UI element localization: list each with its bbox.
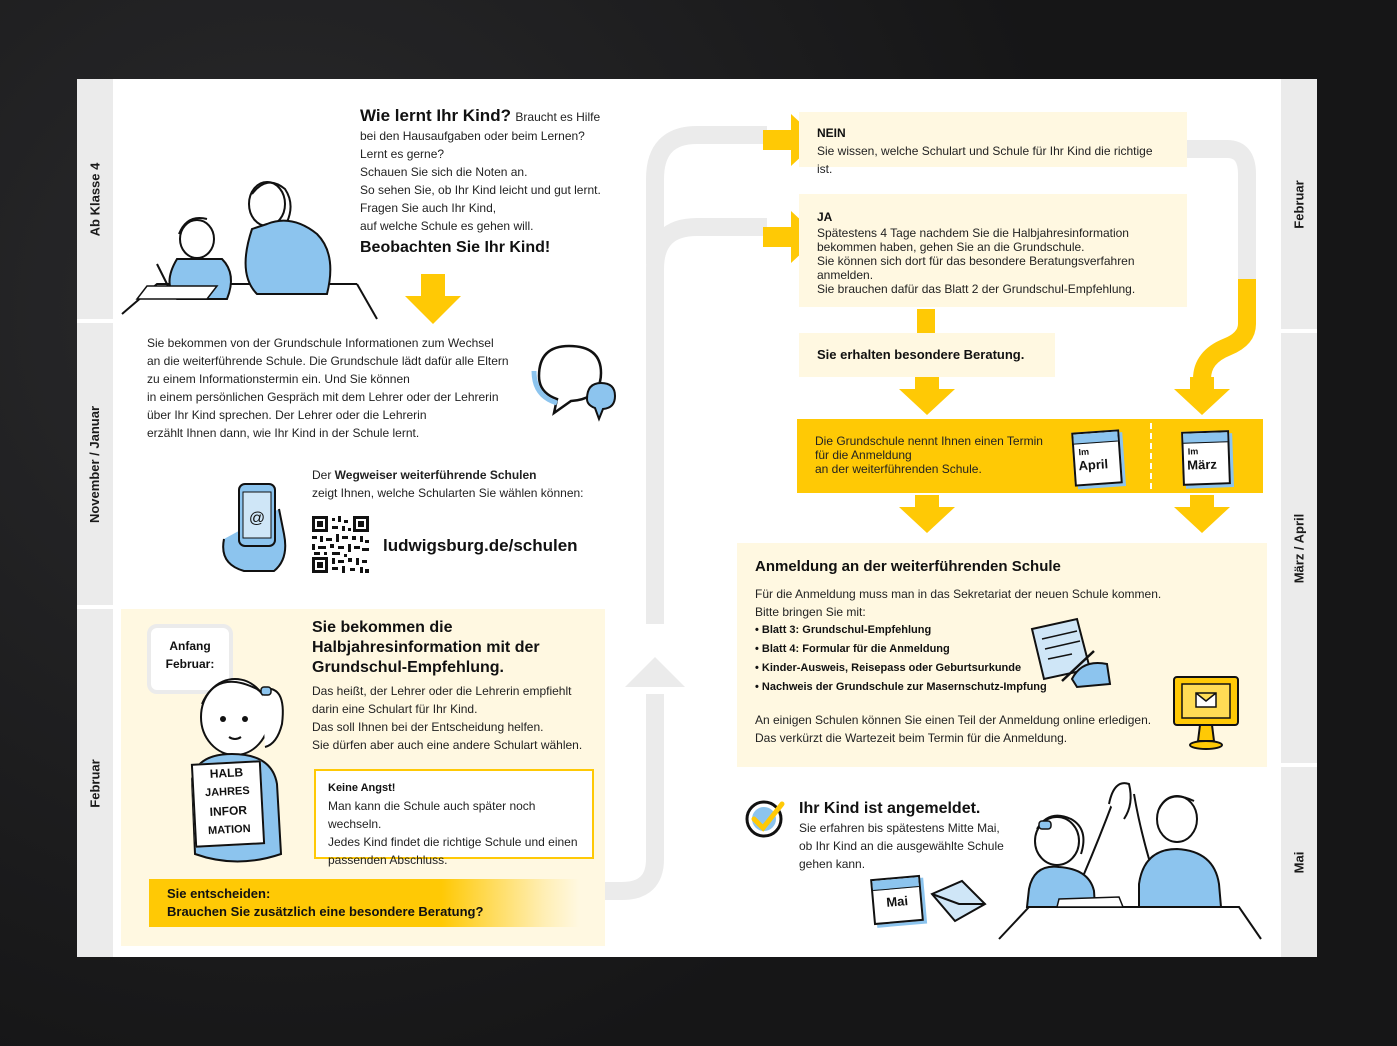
note-line-1: Jedes Kind findet die richtige Schule und einen xyxy=(328,835,578,849)
done-line-2: gehen kann. xyxy=(799,857,866,871)
anmeldung-title: Anmeldung an der weiterführenden Schule xyxy=(755,558,1061,575)
step1-line-0: Braucht es Hilfe xyxy=(515,110,601,124)
keine-angst-note xyxy=(314,769,594,867)
envelope-icon xyxy=(927,879,989,929)
badge-line2: Februar: xyxy=(165,657,215,671)
wegweiser-text xyxy=(312,466,632,502)
done-line-1: ob Ihr Kind an die ausgewählte Schule xyxy=(799,839,1004,853)
checkmark-badge-icon xyxy=(744,799,786,841)
step1-line-5: Fragen Sie auch Ihr Kind, xyxy=(360,201,497,215)
sign-line-3: MATION xyxy=(207,822,251,838)
decide-line1: Sie entscheiden: xyxy=(167,886,271,901)
step3-line-3: Sie dürfen aber auch eine andere Schulart wählen. xyxy=(312,738,583,752)
step1-line-1: bei den Hausaufgaben oder beim Lernen? xyxy=(360,129,585,143)
cal1-small: Im xyxy=(1078,446,1090,458)
step2-line-2: zu einem Informationstermin ein. Und Sie können xyxy=(147,372,410,386)
qr-code-icon[interactable] xyxy=(312,516,369,573)
anmeldung-bullet-0: • Blatt 3: Grundschul-Empfehlung xyxy=(755,624,932,636)
wegweiser-url-link[interactable]: ludwigsburg.de/schulen xyxy=(383,536,578,555)
wegweiser-prefix: Der xyxy=(312,468,335,482)
step1-headline: Beobachten Sie Ihr Kind! xyxy=(360,239,551,256)
decide-line2: Brauchen Sie zusätzlich eine besondere Beratung? xyxy=(167,904,484,919)
wegweiser-line2: zeigt Ihnen, welche Schularten Sie wählen können: xyxy=(312,486,584,500)
step3-title-0: Sie bekommen die xyxy=(312,619,453,636)
done-line-0: Sie erfahren bis spätestens Mitte Mai, xyxy=(799,821,1000,835)
high-five-illustration xyxy=(999,779,1264,944)
step3-text xyxy=(312,618,592,754)
step1-line-4: So sehen Sie, ob Ihr Kind leicht und gut lernt. xyxy=(360,183,601,197)
timeline-februar-right: Februar xyxy=(1281,79,1317,329)
step1-title: Wie lernt Ihr Kind? xyxy=(360,106,511,125)
step3-line-1: darin eine Schulart für Ihr Kind. xyxy=(312,702,478,716)
ja-line-4: Sie brauchen dafür das Blatt 2 der Grundschul-Empfehlung. xyxy=(817,282,1136,296)
termin-divider xyxy=(1150,423,1152,489)
nein-box xyxy=(799,112,1187,176)
brochure-page xyxy=(77,79,1317,957)
step2-line-3: in einem persönlichen Gespräch mit dem Lehrer oder der Lehrerin xyxy=(147,390,499,404)
ja-line-2: Sie können sich dort für das besondere Beratungsverfahren xyxy=(817,254,1135,268)
sign-line-0: HALB xyxy=(209,765,244,781)
cal1-big: April xyxy=(1077,456,1109,474)
step1-line-2: Lernt es gerne? xyxy=(360,147,445,161)
anmeldung-bullet-1: • Blatt 4: Formular für die Anmeldung xyxy=(755,643,950,655)
step1-text xyxy=(360,106,650,257)
termin-line-2: an der weiterführenden Schule. xyxy=(815,462,982,476)
ja-box xyxy=(799,194,1187,307)
arrow-down-beratung xyxy=(899,377,955,417)
note-line-2: passenden Abschluss. xyxy=(328,853,448,867)
timeline-mai: Mai xyxy=(1281,767,1317,957)
done-title: Ihr Kind ist angemeldet. xyxy=(799,800,981,817)
step3-line-2: Das soll Ihnen bei der Entscheidung helfen. xyxy=(312,720,544,734)
arrow-down-1 xyxy=(405,274,461,326)
timeline-maerz-april: März / April xyxy=(1281,333,1317,763)
step1-line-3: Schauen Sie sich die Noten an. xyxy=(360,165,528,179)
timeline-ab-klasse-4: Ab Klasse 4 xyxy=(77,79,113,319)
form-signing-icon xyxy=(1022,619,1112,689)
sign-line-1: JAHRES xyxy=(204,784,250,800)
beratung-box xyxy=(799,333,1055,377)
step1-line-6: auf welche Schule es gehen will. xyxy=(360,219,534,233)
step3-title-2: Grundschul-Empfehlung. xyxy=(312,659,504,676)
anmeldung-online-1: Das verkürzt die Wartezeit beim Termin für die Anmeldung. xyxy=(755,731,1068,745)
calendar-maerz-icon xyxy=(1181,430,1231,486)
computer-monitor-icon xyxy=(1172,675,1244,751)
timeline-februar-left: Februar xyxy=(77,609,113,957)
wegweiser-title: Wegweiser weiterführende Schulen xyxy=(334,468,537,482)
step2-line-0: Sie bekommen von der Grundschule Informationen zum Wechsel xyxy=(147,336,494,350)
smartphone-hand-icon xyxy=(219,479,299,574)
decision-bar xyxy=(149,879,579,927)
svg-text:@: @ xyxy=(248,510,266,527)
arrow-down-maerz-2 xyxy=(1174,495,1230,535)
speech-bubbles-icon xyxy=(529,341,619,426)
cal-mai-label: Mai xyxy=(885,893,909,910)
sign-line-2: INFOR xyxy=(209,803,248,819)
ja-line-0: Spätestens 4 Tage nachdem Sie die Halbjahresinformation xyxy=(817,226,1129,240)
step2-line-1: an die weiterführende Schule. Die Grundschule lädt dafür alle Eltern xyxy=(147,354,509,368)
cal2-big: März xyxy=(1186,456,1218,473)
termin-text xyxy=(815,434,1095,476)
termin-line-1: für die Anmeldung xyxy=(815,448,912,462)
connector-ja-beratung xyxy=(917,309,935,333)
note-title: Keine Angst! xyxy=(328,782,396,794)
termin-line-0: Die Grundschule nennt Ihnen einen Termin xyxy=(815,434,1043,448)
calendar-mai-icon xyxy=(870,875,924,925)
cal2-small: Im xyxy=(1187,446,1199,457)
anmeldung-line-0: Für die Anmeldung muss man in das Sekretariat der neuen Schule kommen. xyxy=(755,587,1162,601)
anmeldung-online-0: An einigen Schulen können Sie einen Teil der Anmeldung online erledigen. xyxy=(755,713,1152,727)
calendar-april-icon xyxy=(1071,429,1123,486)
parent-child-illustration xyxy=(117,174,357,324)
anmeldung-bullet-3: • Nachweis der Grundschule zur Masernschutz-Impfung xyxy=(755,681,1047,693)
anmeldung-text xyxy=(755,557,1175,747)
ja-title: JA xyxy=(817,210,833,224)
ja-line-3: anmelden. xyxy=(817,268,874,282)
beratung-text: Sie erhalten besondere Beratung. xyxy=(817,347,1025,362)
badge-line1: Anfang xyxy=(169,639,211,653)
anmeldung-line-1: Bitte bringen Sie mit: xyxy=(755,605,866,619)
ja-line-1: bekommen haben, gehen Sie an die Grundschule. xyxy=(817,240,1085,254)
note-line-0: Man kann die Schule auch später noch wechseln. xyxy=(328,799,536,831)
step2-text xyxy=(147,334,537,442)
step2-line-5: erzählt Ihnen dann, wie Ihr Kind in der Schule lernt. xyxy=(147,426,420,440)
arrow-down-april xyxy=(899,495,955,535)
step2-line-4: über Ihr Kind sprechen. Der Lehrer oder die Lehrerin xyxy=(147,408,427,422)
anmeldung-bullet-2: • Kinder-Ausweis, Reisepass oder Geburtsurkunde xyxy=(755,662,1022,674)
arrow-down-maerz xyxy=(1174,377,1230,417)
nein-title: NEIN xyxy=(817,126,846,140)
nein-text: Sie wissen, welche Schulart und Schule für Ihr Kind die richtige ist. xyxy=(817,144,1153,176)
step3-line-0: Das heißt, der Lehrer oder die Lehrerin empfiehlt xyxy=(312,684,572,698)
step3-title-1: Halbjahresinformation mit der xyxy=(312,639,540,656)
timeline-november-januar: November / Januar xyxy=(77,323,113,605)
halbjahresinformation-sign xyxy=(191,760,265,848)
